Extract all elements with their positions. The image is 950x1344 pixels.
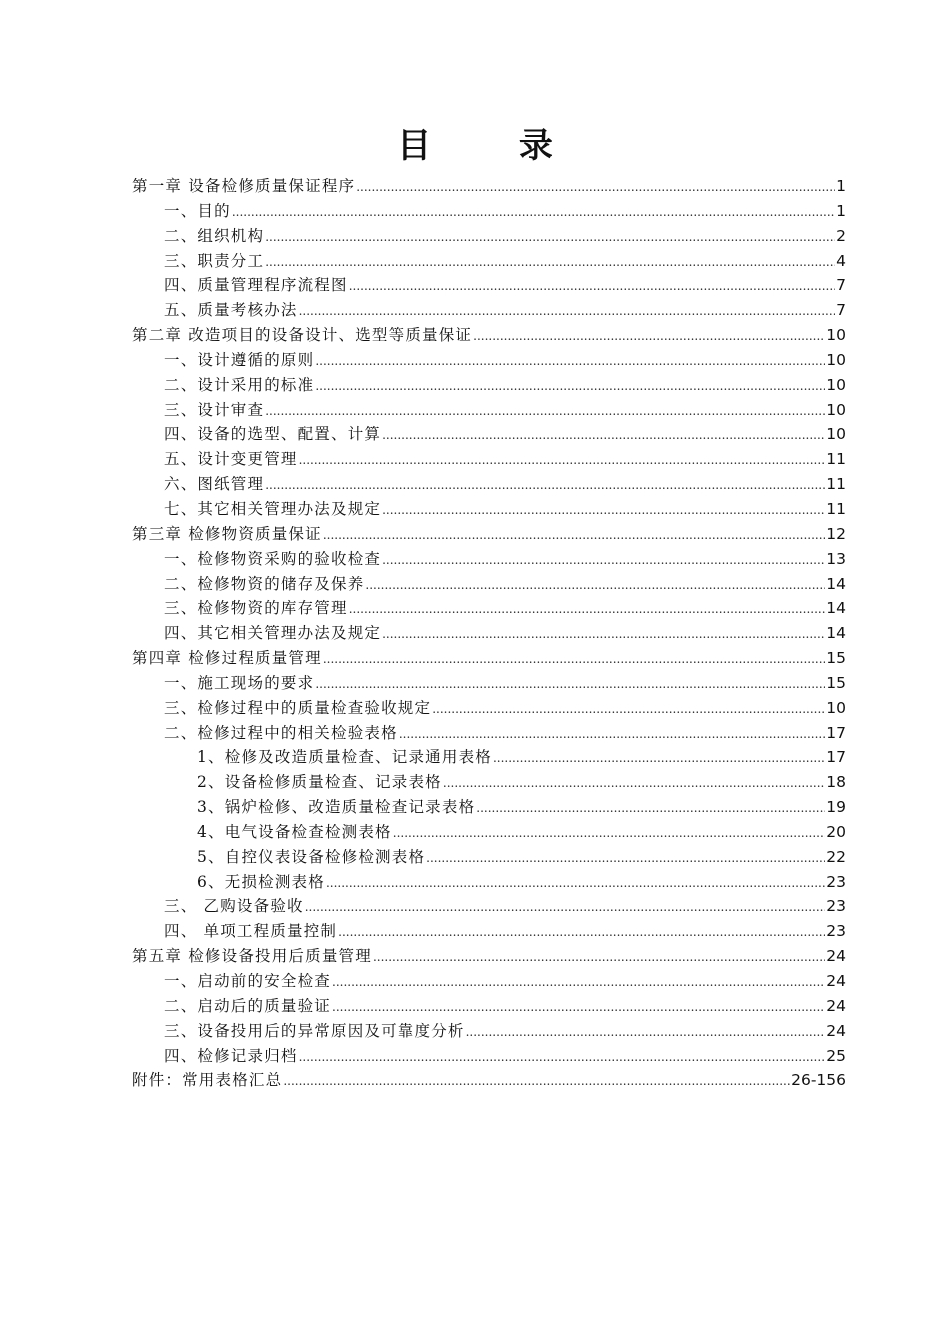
toc-entry[interactable]: [132, 398, 846, 423]
toc-entry-page: 15: [826, 673, 846, 692]
toc-entry-label: 四、检修记录归档: [164, 1046, 298, 1065]
toc-entry[interactable]: [132, 224, 846, 249]
toc-entry-label: 三、设备投用后的异常原因及可靠度分析: [164, 1021, 465, 1040]
toc-entry[interactable]: [132, 870, 846, 895]
toc-entry[interactable]: [132, 323, 846, 348]
toc-entry[interactable]: [132, 522, 846, 547]
toc-entry-label: 六、图纸管理: [164, 475, 265, 494]
toc-leader-dots: [349, 602, 826, 616]
toc-entry-label: 三、 乙购设备验收: [164, 897, 304, 916]
toc-leader-dots: [382, 553, 825, 567]
toc-leader-dots: [265, 255, 835, 269]
toc-leader-dots: [265, 478, 825, 492]
toc-entry-page: 11: [826, 499, 846, 518]
toc-entry-page: 11: [826, 450, 846, 469]
toc-entry[interactable]: [132, 1068, 846, 1093]
toc-entry-label: 6、无损检测表格: [197, 872, 325, 891]
toc-entry-label: 一、设计遵循的原则: [164, 350, 315, 369]
toc-entry[interactable]: [132, 845, 846, 870]
toc-leader-dots: [426, 851, 825, 865]
toc-entry[interactable]: [132, 795, 846, 820]
toc-leader-dots: [349, 279, 835, 293]
toc-entry[interactable]: [132, 696, 846, 721]
toc-entry[interactable]: [132, 721, 846, 746]
toc-leader-dots: [393, 826, 826, 840]
toc-entry[interactable]: [132, 497, 846, 522]
toc-entry-page: 23: [826, 897, 846, 916]
toc-leader-dots: [493, 751, 825, 765]
toc-entry-page: 19: [826, 798, 846, 817]
toc-entry[interactable]: [132, 547, 846, 572]
toc-leader-dots: [283, 1074, 790, 1088]
toc-entry[interactable]: [132, 199, 846, 224]
toc-entry-label: 一、施工现场的要求: [164, 673, 315, 692]
toc-entry[interactable]: [132, 1019, 846, 1044]
toc-entry-page: 10: [826, 400, 846, 419]
toc-entry-label: 四、 单项工程质量控制: [164, 922, 338, 941]
toc-entry[interactable]: [132, 994, 846, 1019]
toc-entry-page: 20: [826, 822, 846, 841]
toc-entry-label: 二、设计采用的标准: [164, 375, 315, 394]
toc-entry-label: 附件：常用表格汇总: [132, 1071, 283, 1090]
toc-leader-dots: [382, 428, 825, 442]
toc-entry-label: 五、设计变更管理: [164, 450, 298, 469]
toc-entry-label: 三、检修过程中的质量检查验收规定: [164, 698, 432, 717]
toc-entry[interactable]: [132, 671, 846, 696]
toc-entry-page: 26-156: [791, 1071, 846, 1090]
toc-entry-page: 4: [836, 251, 846, 270]
toc-leader-dots: [315, 354, 825, 368]
toc-entry-page: 1: [836, 177, 846, 195]
toc-entry-page: 23: [826, 872, 846, 891]
toc-leader-dots: [473, 329, 825, 343]
toc-entry-label: 七、其它相关管理办法及规定: [164, 499, 382, 518]
toc-leader-dots: [265, 230, 835, 244]
toc-entry[interactable]: [132, 770, 846, 795]
toc-entry-page: 24: [826, 947, 846, 966]
toc-entry-page: 23: [826, 922, 846, 941]
toc-leader-dots: [299, 304, 836, 318]
toc-leader-dots: [299, 453, 826, 467]
toc-entry-label: 三、职责分工: [164, 251, 265, 270]
toc-entry-page: 13: [826, 549, 846, 568]
toc-entry-page: 2: [836, 226, 846, 245]
toc-leader-dots: [466, 1025, 826, 1039]
toc-entry-label: 第一章 设备检修质量保证程序: [132, 177, 356, 195]
toc-entry[interactable]: [132, 572, 846, 597]
toc-leader-dots: [373, 950, 825, 964]
toc-entry-page: 14: [826, 599, 846, 618]
toc-entry-label: 5、自控仪表设备检修检测表格: [197, 847, 426, 866]
toc-entry[interactable]: [132, 1044, 846, 1069]
toc-entry-page: 10: [826, 425, 846, 444]
toc-entry-page: 14: [826, 574, 846, 593]
toc-entry[interactable]: [132, 373, 846, 398]
toc-entry-label: 二、检修物资的储存及保养: [164, 574, 365, 593]
toc-leader-dots: [382, 627, 825, 641]
toc-leader-dots: [265, 404, 825, 418]
toc-entry-page: 11: [826, 475, 846, 494]
toc-entry-page: 15: [826, 649, 846, 668]
toc-entry-label: 一、目的: [164, 201, 231, 220]
toc-entry-page: 25: [826, 1046, 846, 1065]
toc-entry[interactable]: [132, 249, 846, 274]
toc-leader-dots: [332, 975, 825, 989]
toc-leader-dots: [315, 379, 825, 393]
toc-entry[interactable]: [132, 820, 846, 845]
toc-entry[interactable]: [132, 273, 846, 298]
toc-entry[interactable]: [132, 919, 846, 944]
toc-leader-dots: [432, 702, 825, 716]
toc-leader-dots: [332, 1000, 825, 1014]
toc-leader-dots: [356, 180, 835, 194]
toc-leader-dots: [232, 205, 835, 219]
toc-entry-label: 二、组织机构: [164, 226, 265, 245]
toc-entry-label: 2、设备检修质量检查、记录表格: [197, 773, 442, 792]
toc-leader-dots: [365, 578, 825, 592]
toc-entry-label: 4、电气设备检查检测表格: [197, 822, 392, 841]
toc-entry-label: 二、启动后的质量验证: [164, 996, 332, 1015]
toc-entry[interactable]: [132, 596, 846, 621]
toc-leader-dots: [399, 727, 825, 741]
toc-entry-label: 四、设备的选型、配置、计算: [164, 425, 382, 444]
toc-entry-page: 10: [826, 326, 846, 345]
toc-entry-page: 24: [826, 1021, 846, 1040]
toc-entry[interactable]: [132, 422, 846, 447]
toc-leader-dots: [382, 503, 825, 517]
toc-entry-page: 24: [826, 996, 846, 1015]
toc-entry[interactable]: [132, 621, 846, 646]
toc-entry[interactable]: [132, 894, 846, 919]
toc-leader-dots: [323, 652, 825, 666]
toc-entry-label: 第三章 检修物资质量保证: [132, 524, 322, 543]
toc-entry-page: 10: [826, 698, 846, 717]
toc-entry-label: 第二章 改造项目的设备设计、选型等质量保证: [132, 326, 473, 345]
toc-leader-dots: [315, 677, 825, 691]
toc-leader-dots: [326, 876, 825, 890]
toc-entry[interactable]: [132, 745, 846, 770]
toc-entry[interactable]: [132, 348, 846, 373]
toc-entry-label: 二、检修过程中的相关检验表格: [164, 723, 398, 742]
toc-entry-page: 10: [826, 375, 846, 394]
toc-entry-label: 一、检修物资采购的验收检查: [164, 549, 382, 568]
toc-entry-page: 18: [826, 773, 846, 792]
toc-entry-page: 7: [836, 276, 846, 295]
toc-entry-label: 第四章 检修过程质量管理: [132, 649, 322, 668]
table-of-contents: [132, 174, 846, 1093]
toc-entry-label: 五、质量考核办法: [164, 301, 298, 320]
toc-entry-page: 14: [826, 624, 846, 643]
toc-entry-label: 第五章 检修设备投用后质量管理: [132, 947, 372, 966]
toc-entry-label: 三、设计审查: [164, 400, 265, 419]
toc-entry[interactable]: [132, 472, 846, 497]
toc-leader-dots: [338, 925, 825, 939]
toc-leader-dots: [299, 1050, 826, 1064]
toc-entry-page: 1: [836, 201, 846, 220]
toc-entry-label: 一、启动前的安全检查: [164, 972, 332, 990]
toc-leader-dots: [476, 801, 825, 815]
toc-entry-page: 22: [826, 847, 846, 866]
toc-leader-dots: [443, 776, 825, 790]
toc-entry-label: 四、其它相关管理办法及规定: [164, 624, 382, 643]
toc-leader-dots: [305, 900, 826, 914]
toc-entry-page: 10: [826, 350, 846, 369]
toc-entry[interactable]: [132, 646, 846, 671]
toc-entry[interactable]: [132, 944, 846, 969]
toc-entry-page: 17: [826, 723, 846, 742]
toc-entry-page: 7: [836, 301, 846, 320]
toc-entry-page: 12: [826, 524, 846, 543]
toc-entry-label: 三、检修物资的库存管理: [164, 599, 348, 618]
toc-leader-dots: [323, 528, 825, 542]
toc-entry-label: 3、锅炉检修、改造质量检查记录表格: [197, 798, 476, 817]
toc-entry-page: 17: [826, 748, 846, 767]
toc-entry[interactable]: [132, 174, 846, 199]
toc-entry[interactable]: [132, 298, 846, 323]
toc-entry-label: 四、质量管理程序流程图: [164, 276, 348, 295]
toc-entry-page: 24: [826, 972, 846, 990]
toc-entry[interactable]: [132, 969, 846, 994]
toc-title: 目 录: [397, 126, 591, 166]
toc-entry[interactable]: [132, 447, 846, 472]
toc-entry-label: 1、检修及改造质量检查、记录通用表格: [197, 748, 492, 767]
